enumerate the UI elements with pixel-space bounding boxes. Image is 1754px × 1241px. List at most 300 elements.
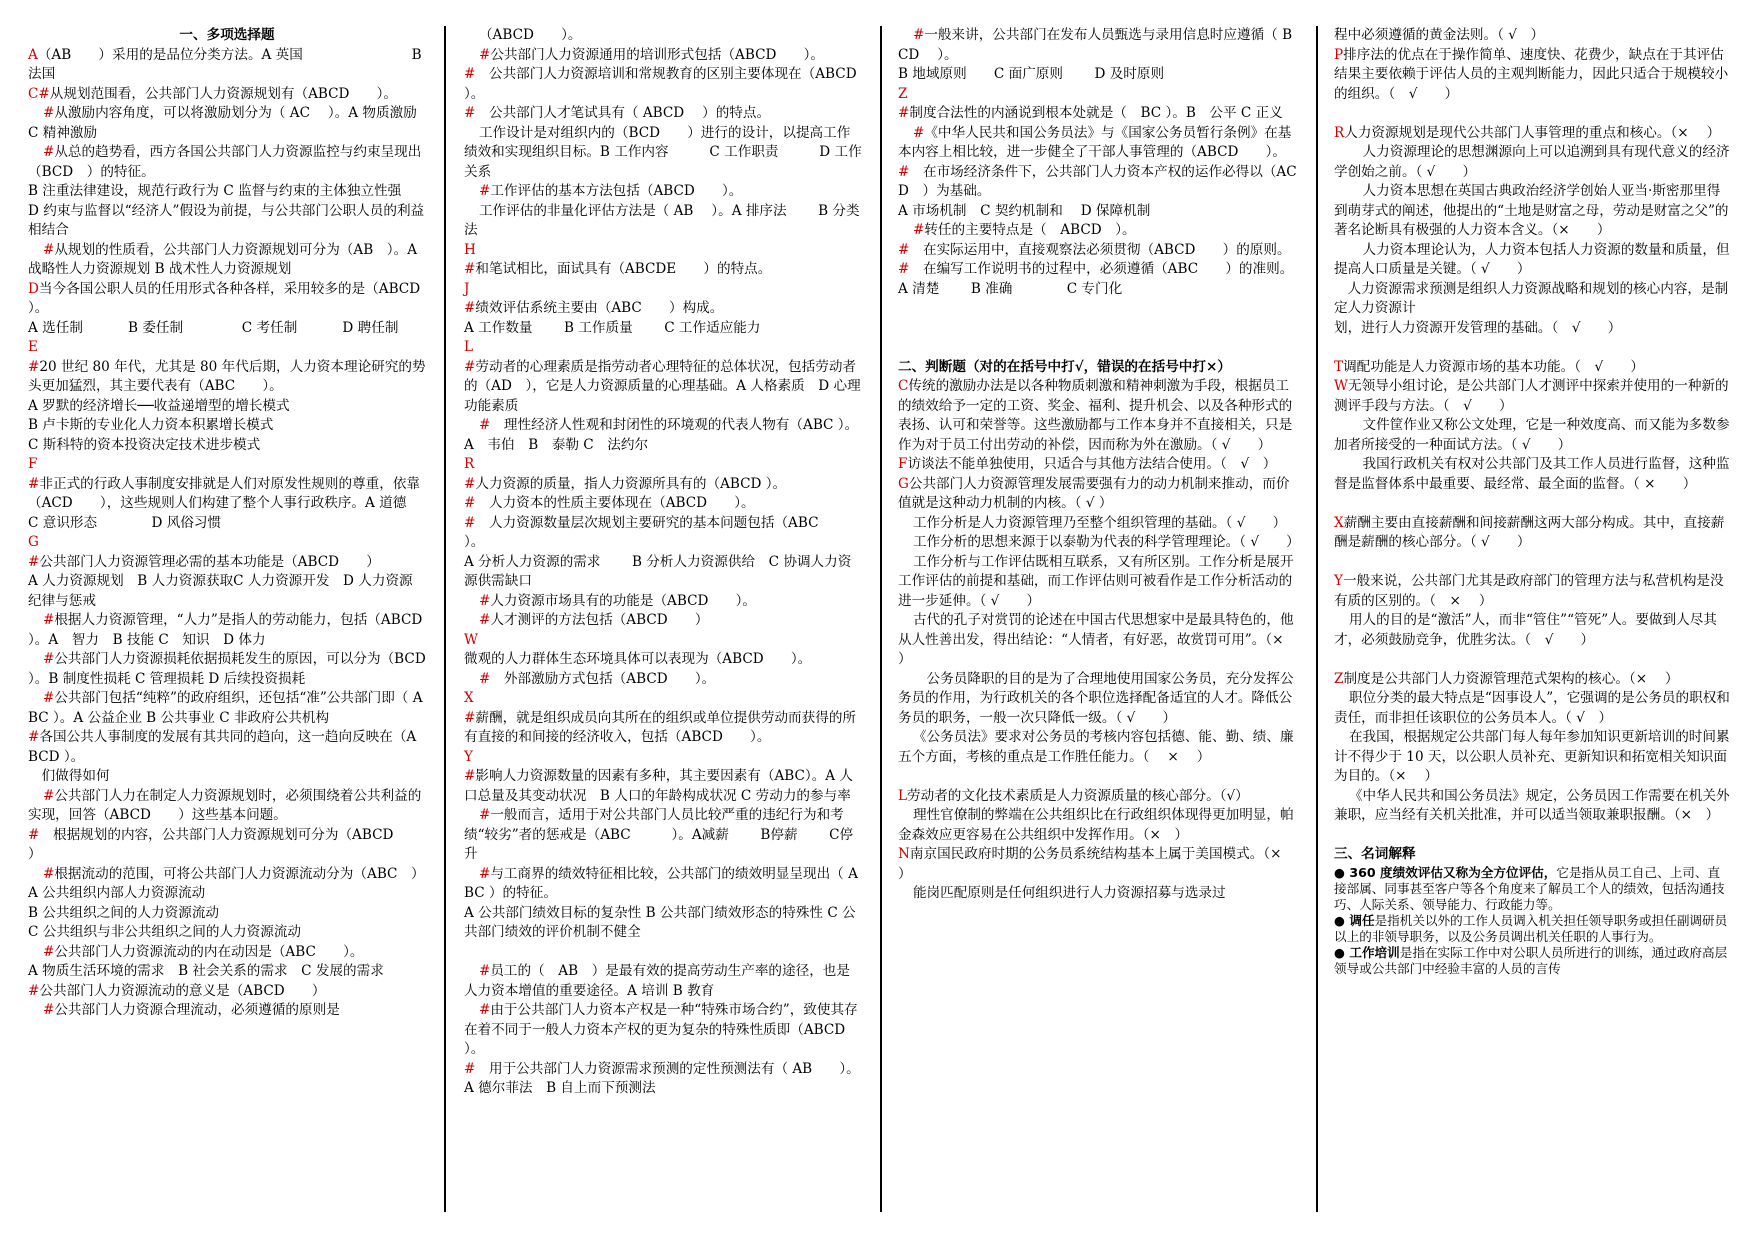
text-line <box>898 728 1298 767</box>
line-text: B 地域原则 C 面广原则 D 及时原则 <box>898 66 1165 82</box>
question-item <box>464 182 862 202</box>
line-text: 工作评估的非量化评估方法是（ AB ）。A 排序法 B 分类法 <box>464 202 860 238</box>
text-line <box>1334 689 1730 728</box>
red-marker: # <box>478 612 491 628</box>
line-text: 们做得如何 <box>28 768 110 784</box>
red-marker: Z <box>898 85 908 102</box>
text-line <box>1334 611 1730 650</box>
question-item <box>28 143 426 182</box>
letter-index-marker <box>28 533 426 553</box>
red-marker: P <box>1334 46 1344 63</box>
line-text: 传统的激励办法是以各种物质刺激和精神刺激为手段，根据员工的绩效给予一定的工资、奖金、福利、提升机会、以及各种形式的表扬、认可和荣誉等。这些激励都与工作本身并不直接相关，只是作为对于员工付出劳动的补偿，因而称为外在激励。（ √ ） <box>898 378 1293 453</box>
spacer <box>898 338 1298 358</box>
question-item <box>898 260 1298 280</box>
text-line <box>28 436 426 456</box>
line-text: 公共部门人力资源流动的意义是（ABCD ） <box>39 982 326 999</box>
line-text: 用于公共部门人力资源需求预测的定性预测法有（ AB ）。 <box>475 1060 860 1077</box>
term-title: ● 360 度绩效评估又称为全方位评估， <box>1334 864 1557 880</box>
red-marker: C# <box>28 85 50 102</box>
text-line <box>464 904 862 943</box>
line-text: 薪酬，就是组织成员向其所在的组织或单位提供劳动而获得的所有直接的和间接的经济收入，包括（ABCD ）。 <box>464 709 857 745</box>
column-divider-3 <box>1316 26 1318 1212</box>
red-marker: # <box>464 358 476 375</box>
section-title <box>28 26 426 46</box>
question-item <box>464 475 862 495</box>
line-text: 绩效评估系统主要由（ABC ）构成。 <box>475 300 724 316</box>
line-text: C 公共组织与非公共组织之间的人力资源流动 <box>28 924 302 940</box>
line-text: 理性官僚制的弊端在公共组织比在行政组织体现得更加明显，帕金森效应更容易在公共组织中发挥作用。（× ） <box>898 807 1294 843</box>
red-marker: # <box>478 183 491 199</box>
line-text: 一般来讲，公共部门在发布人员甄选与录用信息时应遵循（ BCD ）。 <box>898 27 1293 63</box>
line-text: 公共部门人力资源管理发展需要强有力的动力机制来推动，而价值就是这种动力机制的内核。（ √ ） <box>898 475 1290 511</box>
line-text: 是指在实际工作中对公职人员所进行的训练，通过政府高层领导或公共部门中经验丰富的人员的言传 <box>1334 944 1728 976</box>
line-text: 公共部门包括“纯粹”的政府组织，还包括“准”公共部门即（ ABC ）。A 公益企业 B 公共事业 C 非政府公共机构 <box>28 690 423 726</box>
line-text: A 物质生活环境的需求 B 社会关系的需求 C 发展的需求 <box>28 963 384 979</box>
red-marker: # <box>464 709 476 726</box>
red-marker: # <box>42 241 55 258</box>
red-marker: # <box>42 144 55 160</box>
line-text: C 斯科特的资本投资决定技术进步模式 <box>28 436 261 453</box>
red-marker: # <box>478 865 491 882</box>
red-marker: # <box>464 514 476 531</box>
red-marker: # <box>28 553 40 570</box>
red-marker: Y <box>1334 573 1343 589</box>
letter-index-marker <box>464 748 862 768</box>
line-text: 一、多项选择题 <box>179 27 275 43</box>
red-marker: # <box>464 475 476 492</box>
question-item <box>464 1001 873 1060</box>
question-item <box>464 865 862 904</box>
red-marker: # <box>912 124 925 141</box>
spacer <box>898 767 1298 787</box>
question-item <box>28 104 435 143</box>
column-3 <box>898 26 1311 1236</box>
text-line <box>28 767 426 787</box>
question-item <box>898 377 1298 455</box>
spacer <box>1334 650 1730 670</box>
red-marker: # <box>464 66 476 82</box>
line-text: 《公务员法》要求对公务员的考核内容包括德、能、勤、绩、廉五个方面，考核的重点是工作胜任能力。（ × ） <box>898 729 1294 765</box>
question-item <box>1334 514 1730 553</box>
line-text: 文件筐作业又称公文处理，它是一种效度高、而又能为多数参加者所接受的一种面试方法。（ √ ） <box>1334 417 1730 453</box>
text-line <box>898 670 1298 729</box>
red-marker: N <box>898 846 910 862</box>
line-text: 制度是公共部门人力资源管理范式架构的核心。（× ） <box>1343 670 1679 687</box>
line-text: 人力资源理论的思想渊源向上可以追溯到具有现代意义的经济学创始之前。（ √ ） <box>1334 144 1730 180</box>
question-item <box>898 475 1298 514</box>
question-item <box>28 982 426 1002</box>
red-marker: # <box>912 222 925 238</box>
text-line <box>1334 241 1730 280</box>
line-text: 南京国民政府时期的公务员系统结构基本上属于美国模式。（× ） <box>898 846 1296 882</box>
line-text: 排序法的优点在于操作简单、速度快、花费少，缺点在于其评估结果主要依赖于评估人员的主观判断能力，因此只适合于规模较小的组织。（ √ ） <box>1334 46 1729 102</box>
red-marker: # <box>478 592 491 609</box>
line-text: 人力资源市场具有的功能是（ABCD ）。 <box>490 592 756 609</box>
line-text: 公共部门人力资源培训和常规教育的区别主要体现在（ABCD ）。 <box>464 66 884 102</box>
question-item <box>1334 46 1730 105</box>
question-item <box>1334 670 1730 690</box>
question-item <box>464 65 884 104</box>
text-line <box>28 416 426 436</box>
spacer <box>1334 826 1730 846</box>
red-marker: # <box>898 241 910 258</box>
question-item <box>28 865 426 885</box>
line-text: B 公共组织之间的人力资源流动 <box>28 904 220 921</box>
question-item <box>28 826 426 865</box>
text-line <box>1334 182 1730 241</box>
spacer <box>1334 553 1730 573</box>
line-text: A 清楚 B 准确 C 专门化 <box>898 280 1123 297</box>
line-text: 程中必须遵循的黄金法则。（ √ ） <box>1334 27 1545 43</box>
line-text: 与工商界的绩效特征相比较，公共部门的绩效明显呈现出（ ABC ）的特征。 <box>464 865 858 901</box>
text-line <box>898 65 1298 85</box>
red-marker: # <box>478 807 491 823</box>
term-entry <box>1334 913 1730 945</box>
line-text: A 选任制 B 委任制 C 考任制 D 聘任制 <box>28 319 399 336</box>
text-line <box>898 884 1298 904</box>
question-item <box>464 358 862 417</box>
red-marker: # <box>464 261 476 277</box>
red-marker: E <box>28 339 38 355</box>
red-marker: L <box>898 787 908 804</box>
letter-index-marker <box>464 689 862 709</box>
letter-index-marker <box>28 455 426 475</box>
line-text: 访谈法不能单独使用，只适合与其他方法结合使用。（ √ ） <box>907 456 1277 472</box>
question-item <box>28 650 431 689</box>
line-text: 公务员降职的目的是为了合理地使用国家公务员，充分发挥公务员的作用，为行政机关的各个职位选择配备适宜的人才。降低公务员的职务，一般一次只降低一级。（ √ ） <box>898 670 1294 726</box>
section-heading <box>1334 845 1730 865</box>
red-marker: # <box>912 27 925 43</box>
line-text: 由于公共部门人力资本产权是一种“特殊市场合约”，致使其存在着不同于一般人力资本产权的更为复杂的特殊性质即（ABCD ）。 <box>464 1002 873 1057</box>
text-line <box>28 962 426 982</box>
line-text: 它是指从员工自己、上司、直接部属、同事甚至客户等各个角度来了解员工个人的绩效，包括沟通技巧、人际关系、领导能力、行政能力等。 <box>1334 864 1725 912</box>
line-text: 《中华人民共和国公务员法》与《国家公务员暂行条例》在基本内容上相比较，进一步健全了干部人事管理的（ABCD ）。 <box>898 124 1292 160</box>
line-text: 人力资本理论认为，人力资本包括人力资源的数量和质量，但提高人口质量是关键。（ √ ） <box>1334 241 1730 277</box>
question-item <box>1334 377 1730 416</box>
text-line <box>464 1079 862 1099</box>
line-text: 人力资本的性质主要体现在（ABCD ）。 <box>475 495 755 511</box>
line-text: 根据人力资源管理，“人力”是指人的劳动能力，包括（ABCD ）。A 智力 B 技能 C 知识 D 体力 <box>28 612 436 648</box>
text-line <box>464 202 862 241</box>
red-marker: C <box>898 378 909 394</box>
red-marker: R <box>464 456 475 472</box>
red-marker: F <box>898 456 908 472</box>
line-text: 公共部门人才笔试具有（ ABCD ）的特点。 <box>475 105 771 121</box>
question-item <box>464 806 862 865</box>
line-text: 公共部门人力资源合理流动，必须遵循的原则是 <box>54 1002 340 1018</box>
line-text: 各国公共人事制度的发展有其共同的趋向，这一趋向反映在（ABCD ）。 <box>28 729 417 765</box>
red-marker: W <box>464 631 478 648</box>
line-text: A 公共组织内部人力资源流动 <box>28 885 206 901</box>
question-item <box>28 241 426 280</box>
line-text: 人力资源的质量，指人力资源所具有的（ABCD ）。 <box>475 475 787 492</box>
text-line <box>28 572 426 611</box>
line-text: （AB ）采用的是品位分类方法。A 英国 B 法国 <box>28 46 426 82</box>
line-text: A 人力资源规划 B 人力资源获取C 人力资源开发 D 人力资源纪律与惩戒 <box>28 573 413 609</box>
line-text: 外部激励方式包括（ABCD ）。 <box>490 670 716 687</box>
question-item <box>28 280 434 319</box>
line-text: A 罗默的经济增长──收益递增型的增长模式 <box>28 397 290 414</box>
text-line <box>28 923 426 943</box>
line-text: 工作分析与工作评估既相互联系，又有所区别。工作分析是展开工作评估的前提和基础，而工作评估则可被看作是工作分析活动的进一步延伸。（ √ ） <box>898 553 1294 609</box>
text-line <box>464 553 862 592</box>
red-marker: X <box>1334 514 1344 531</box>
red-marker: D <box>28 280 39 297</box>
line-text: 人才测评的方法包括（ABCD ） <box>490 612 709 628</box>
question-item <box>898 124 1298 163</box>
line-text: 人力资源规划是现代公共部门人事管理的重点和核心。（× ） <box>1344 124 1721 141</box>
text-line <box>464 319 862 339</box>
question-item <box>464 104 862 124</box>
spacer <box>1334 338 1730 358</box>
red-marker: # <box>464 768 476 784</box>
question-item <box>464 260 862 280</box>
red-marker: Z <box>1334 670 1344 687</box>
line-text: 劳动者的文化技术素质是人力资源质量的核心部分。（√） <box>907 787 1249 804</box>
line-text: A 德尔菲法 B 自上而下预测法 <box>464 1080 656 1096</box>
line-text: A 工作数量 B 工作质量 C 工作适应能力 <box>464 319 761 336</box>
line-text: B 注重法律建设，规范行政行为 C 监督与约束的主体独立性强 <box>28 183 402 199</box>
line-text: 工作评估的基本方法包括（ABCD ）。 <box>490 183 743 199</box>
question-item <box>464 767 862 806</box>
column-2 <box>464 26 884 1236</box>
column-divider-2 <box>880 26 882 1212</box>
question-item <box>898 241 1298 261</box>
line-text: 职位分类的最大特点是“因事设人”，它强调的是公务员的职权和责任，而非担任该职位的公务员本人。（ √ ） <box>1334 690 1730 726</box>
letter-index-marker <box>464 241 862 261</box>
red-marker: F <box>28 456 38 472</box>
red-marker: T <box>1334 358 1344 375</box>
red-marker: # <box>898 163 910 180</box>
line-text: 公共部门人力资源管理必需的基本功能是（ABCD ） <box>39 553 380 570</box>
red-marker: # <box>478 1002 491 1018</box>
line-text: 公共部门人力在制定人力资源规划时，必须围绕着公共利益的实现，回答（ABCD ）这些基本问题。 <box>28 787 422 823</box>
red-marker: # <box>478 670 491 687</box>
term-entry <box>1334 945 1730 977</box>
line-text: 当今各国公职人员的任用形式各种各样，采用较多的是（ABCD ）。 <box>28 280 434 316</box>
letter-index-marker <box>464 338 862 358</box>
line-text: 在市场经济条件下，公共部门人力资本产权的运作必得以（ACD ）为基础。 <box>898 163 1297 199</box>
line-text: 根据规划的内容，公共部门人力资源规划可分为（ABCD ） <box>28 826 421 862</box>
text-line <box>898 806 1298 845</box>
line-text: 理性经济人性观和封闭性的环境观的代表人物有（ABC ）。A 韦伯 B 泰勒 C 法约尔 <box>464 417 859 453</box>
text-line <box>1334 787 1730 826</box>
question-item <box>464 962 862 1001</box>
question-item <box>898 455 1298 475</box>
line-text: 二、判断题（对的在括号中打√，错误的在括号中打×） <box>898 358 1231 375</box>
text-line <box>898 553 1298 612</box>
text-line <box>1334 26 1730 46</box>
red-marker: # <box>464 495 476 511</box>
line-text: 制度合法性的内涵说到根本处就是（ BC ）。B 公平 C 正义 <box>909 105 1283 121</box>
term-title: ● 调任 <box>1334 912 1375 928</box>
red-marker: # <box>464 105 476 121</box>
line-text: 微观的人力群体生态环境具体可以表现为（ABCD ）。 <box>464 651 812 667</box>
line-text: 人力资源需求预测是组织人力资源战略和规划的核心内容，是制定人力资源计 <box>1334 280 1729 316</box>
letter-index-marker <box>464 280 862 300</box>
line-text: 员工的（ AB ）是最有效的提高劳动生产率的途径，也是人力资本增值的重要途径。A 培训 B 教育 <box>464 963 850 999</box>
question-item <box>464 592 862 612</box>
line-text: 从规划的性质看，公共部门人力资源规划可分为（AB ）。A 战略性人力资源规划 B 战术性人力资源规划 <box>28 241 422 277</box>
red-marker: # <box>42 1002 55 1018</box>
line-text: 一般而言，适用于对公共部门人员比较严重的违纪行为和考绩“较劣”者的惩戒是（ABC ）。A减薪 B停薪 C停升 <box>464 807 854 862</box>
line-text: 能岗匹配原则是任何组织进行人力资源招募与选录过 <box>912 885 1226 901</box>
line-text: 从激励内容角度，可以将激励划分为（ AC ）。A 物质激励 C 精神激励 <box>28 105 435 141</box>
line-text: B 卢卡斯的专业化人力资本积累增长模式 <box>28 417 274 433</box>
line-text: 我国行政机关有权对公共部门及其工作人员进行监督，这种监督是监督体系中最重要、最经常、最全面的监督。（ × ） <box>1334 456 1730 492</box>
line-text: 公共部门人力资源损耗依据损耗发生的原因，可以分为（BCD ）。B 制度性损耗 C 管理损耗 D 后续投资损耗 <box>28 651 431 687</box>
question-item <box>464 709 862 748</box>
question-item <box>898 221 1298 241</box>
red-marker: # <box>478 963 491 979</box>
line-text: 公共部门人力资源通用的培训形式包括（ABCD ）。 <box>490 46 824 63</box>
line-text: 和笔试相比，面试具有（ABCDE ）的特点。 <box>475 261 772 277</box>
red-marker: # <box>478 417 491 433</box>
line-text: A 分析人力资源的需求 B 分析人力资源供给 C 协调人力资源供需缺口 <box>464 553 852 589</box>
question-item <box>1334 358 1730 378</box>
line-text: 一般来说，公共部门尤其是政府部门的管理方法与私营机构是没有质的区别的。（ × ） <box>1334 573 1724 609</box>
line-text: A 公共部门绩效目标的复杂性 B 公共部门绩效形态的特殊性 C 公共部门绩效的评价机制不健全 <box>464 904 856 940</box>
text-line <box>898 514 1298 534</box>
text-line <box>464 26 862 46</box>
red-marker: G <box>898 475 909 492</box>
spacer <box>898 319 1298 339</box>
section-heading <box>898 358 1298 378</box>
red-marker: # <box>464 1060 476 1077</box>
line-text: 在编写工作说明书的过程中，必须遵循（ABC ）的准则。 <box>909 261 1294 277</box>
text-line <box>464 124 862 183</box>
text-line <box>898 533 1298 553</box>
term-title: ● 工作培训 <box>1334 944 1400 960</box>
red-marker: Y <box>464 748 473 765</box>
question-item <box>28 358 426 397</box>
question-item <box>28 475 434 534</box>
question-item <box>464 670 862 690</box>
line-text: 《中华人民共和国公务员法》规定，公务员因工作需要在机关外兼职，应当经有关机关批准，并可以适当领取兼职报酬。（× ） <box>1334 787 1730 823</box>
line-text: 无领导小组讨论，是公共部门人才测评中探索并使用的一种新的测评手段与方法。（ √ ） <box>1334 378 1729 414</box>
red-marker: # <box>28 729 40 745</box>
question-item <box>28 728 426 767</box>
line-text: 是指机关以外的工作人员调入机关担任领导职务或担任副调研员以上的非领导职务，以及公务员调出机关任职的人事行为。 <box>1334 912 1728 944</box>
text-line <box>898 202 1298 222</box>
question-item <box>464 514 862 553</box>
column-1 <box>28 26 436 1236</box>
line-text: 转任的主要特点是（ ABCD ）。 <box>924 222 1136 238</box>
line-text: 20 世纪 80 年代，尤其是 80 年代后期，人力资本理论研究的势头更加猛烈，其主要代表有（ABC ）。 <box>28 358 426 394</box>
spacer <box>898 299 1298 319</box>
question-item <box>1334 124 1730 144</box>
question-item <box>28 943 426 963</box>
question-item <box>898 845 1298 884</box>
term-entry <box>1334 865 1730 913</box>
line-text: 调配功能是人力资源市场的基本功能。（ √ ） <box>1343 358 1645 375</box>
column-divider-1 <box>444 26 446 1212</box>
question-item <box>464 1060 862 1080</box>
letter-index-marker <box>464 631 862 651</box>
question-item <box>898 787 1298 807</box>
question-item <box>28 1001 426 1021</box>
red-marker: L <box>464 339 474 355</box>
text-line <box>28 397 426 417</box>
red-marker: A <box>28 46 38 63</box>
red-marker: # <box>28 475 40 492</box>
line-text: 在实际运用中，直接观察法必须贯彻（ABCD ）的原则。 <box>909 241 1291 258</box>
letter-index-marker <box>28 338 426 358</box>
red-marker: # <box>28 826 40 843</box>
question-item <box>464 416 862 455</box>
question-item <box>464 611 862 631</box>
red-marker: # <box>478 46 491 63</box>
text-line <box>464 650 862 670</box>
text-line <box>1334 455 1730 494</box>
question-item <box>28 611 436 650</box>
red-marker: G <box>28 534 39 550</box>
text-line <box>28 202 426 241</box>
line-text: 非正式的行政人事制度安排就是人们对原发性规则的尊重，依靠（ACD ），这些规则人们构建了整个人事行政秩序。A 道德 C 意识形态 D 风俗习惯 <box>28 475 434 531</box>
line-text: D 约束与监督以“经济人”假设为前提，与公共部门公职人员的利益相结合 <box>28 202 425 238</box>
text-line <box>1334 416 1730 455</box>
line-text: 工作设计是对组织内的（BCD ）进行的设计，以提高工作绩效和实现组织目标。B 工作内容 C 工作职责 D 工作关系 <box>464 124 862 180</box>
red-marker: # <box>898 261 910 277</box>
column-4 <box>1334 26 1730 1236</box>
question-item <box>28 787 426 826</box>
red-marker: # <box>42 787 55 804</box>
letter-index-marker <box>464 455 862 475</box>
text-line <box>28 884 426 904</box>
line-text: 工作分析是人力资源管理乃至整个组织管理的基础。（ √ ） <box>912 514 1287 531</box>
spacer <box>464 943 862 963</box>
question-item <box>898 104 1298 124</box>
line-text: 用人的目的是“激活”人，而非“管住”“管死”人。要做到人尽其才，必须鼓励竞争，优胜劣汰。（ √ ） <box>1334 612 1717 648</box>
question-item <box>898 26 1298 65</box>
question-item <box>464 299 862 319</box>
text-line <box>28 182 426 202</box>
text-line <box>1334 280 1730 319</box>
red-marker: # <box>464 300 476 316</box>
red-marker: # <box>28 982 40 999</box>
question-item <box>28 85 426 105</box>
text-line <box>28 904 426 924</box>
line-text: 根据流动的范围，可将公共部门人力资源流动分为（ABC ） <box>54 865 425 882</box>
text-line <box>898 280 1298 300</box>
line-text: 古代的孔子对赏罚的论述在中国古代思想家中是最具特色的，他从人性善出发，得出结论：“人情者，有好恶，故赏罚可用”。（× ） <box>898 612 1311 667</box>
red-marker: # <box>42 865 55 882</box>
line-text: 划，进行人力资源开发管理的基础。（ √ ） <box>1334 319 1622 336</box>
line-text: 从总的趋势看，西方各国公共部门人力资源监控与约束呈现出（BCD ）的特征。 <box>28 144 422 180</box>
question-item <box>28 689 426 728</box>
line-text: 公共部门人力资源流动的内在动因是（ABC ）。 <box>54 943 364 960</box>
red-marker: R <box>1334 124 1345 141</box>
spacer <box>1334 494 1730 514</box>
red-marker: H <box>464 241 476 258</box>
question-item <box>28 553 426 573</box>
red-marker: # <box>898 105 910 121</box>
letter-index-marker <box>898 85 1298 105</box>
line-text: 工作分析的思想来源于以泰勒为代表的科学管理理论。（ √ ） <box>912 534 1300 550</box>
line-text: 三、名词解释 <box>1334 846 1416 862</box>
red-marker: # <box>42 943 55 960</box>
red-marker: W <box>1334 378 1348 394</box>
question-item <box>28 46 426 85</box>
line-text: 人力资本思想在英国古典政治经济学创始人亚当·斯密那里得到萌芽式的阐述，他提出的“土地是财富之母，劳动是财富之父”的著名论断具有极强的人力资本含义。（× ） <box>1334 183 1729 238</box>
question-item <box>1334 572 1730 611</box>
red-marker: # <box>42 651 55 667</box>
red-marker: J <box>464 280 470 297</box>
line-text: 在我国，根据规定公共部门每人每年参加知识更新培训的时间累计不得少于 10 天，以公职人员补充、更新知识和拓宽相关知识面为目的。（× ） <box>1334 729 1730 784</box>
line-text: （ABCD ）。 <box>478 27 582 43</box>
question-item <box>464 494 862 514</box>
text-line <box>898 611 1311 670</box>
